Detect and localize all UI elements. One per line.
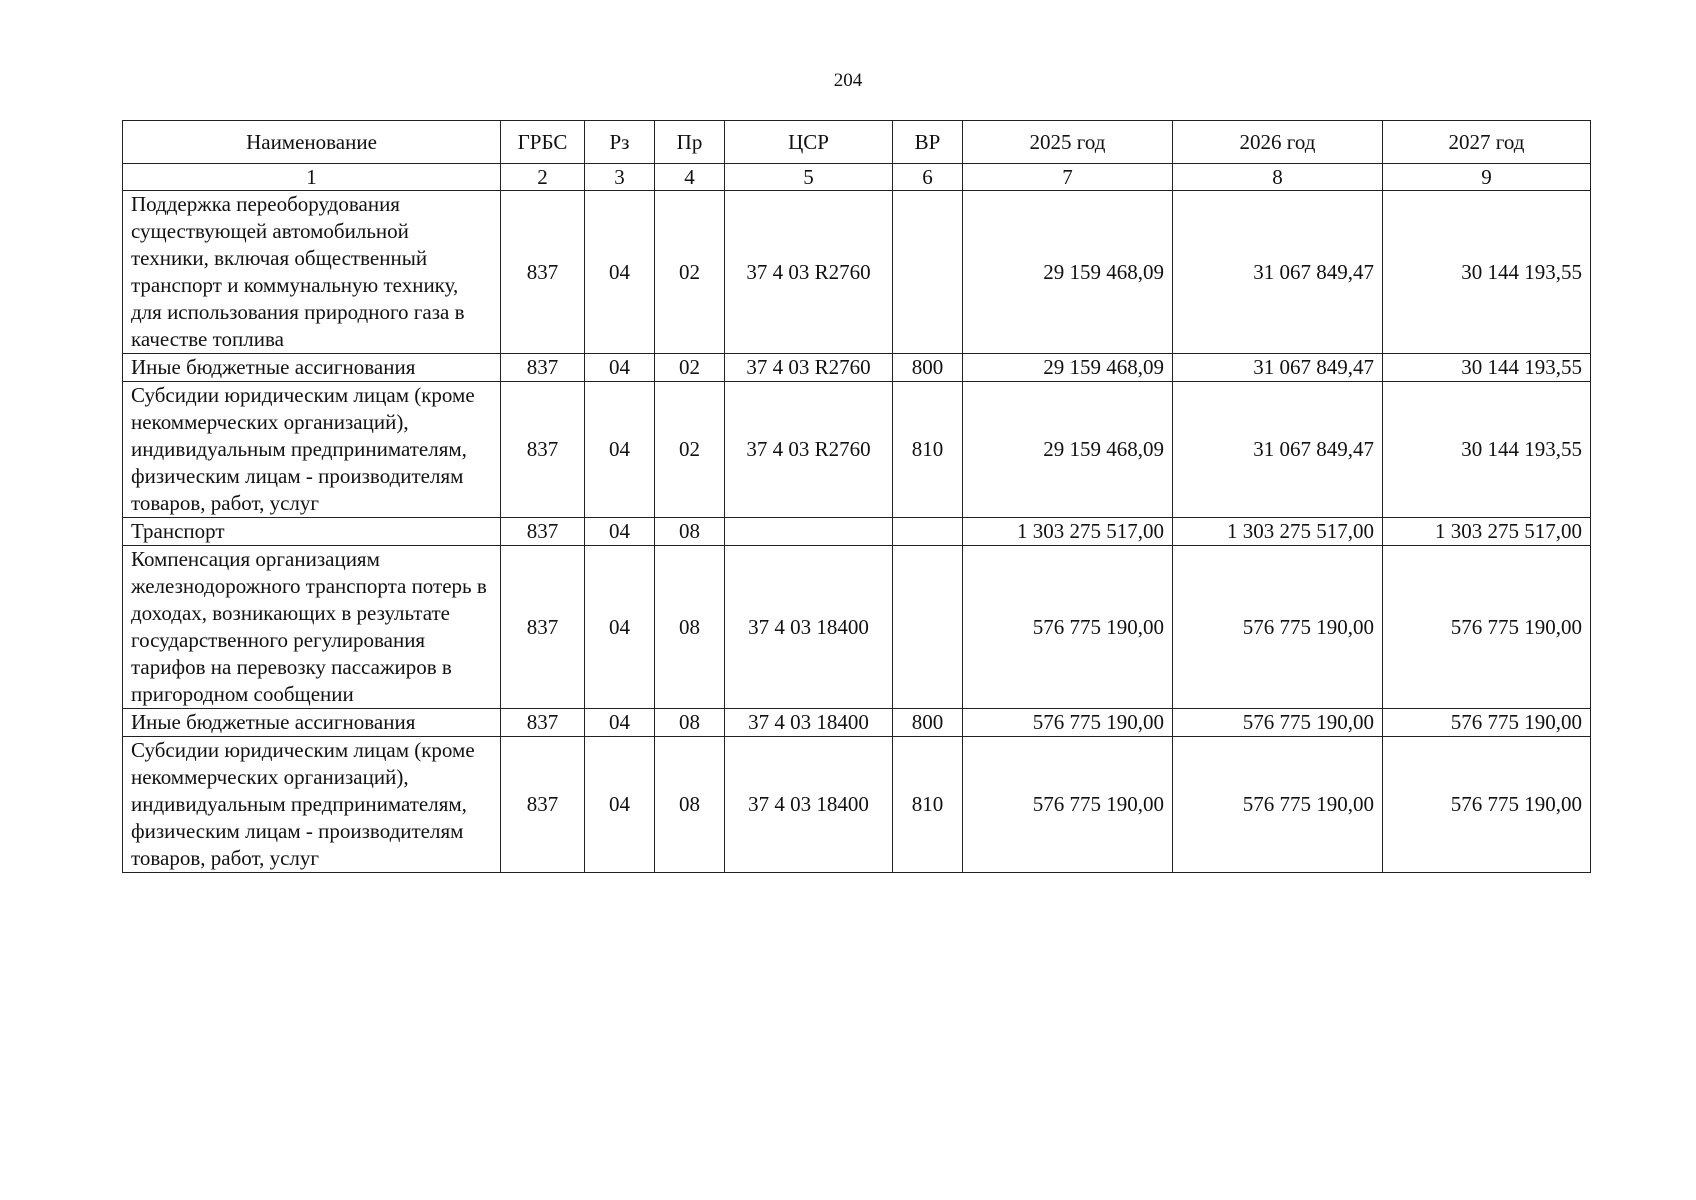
header-2027: 2027 год xyxy=(1383,121,1591,164)
row-vr xyxy=(893,518,963,546)
column-number: 7 xyxy=(963,164,1173,191)
row-name: Иные бюджетные ассигнования xyxy=(123,354,501,382)
row-grbs: 837 xyxy=(501,546,585,709)
header-2026: 2026 год xyxy=(1173,121,1383,164)
row-2027: 1 303 275 517,00 xyxy=(1383,518,1591,546)
row-2025: 576 775 190,00 xyxy=(963,737,1173,873)
row-csr: 37 4 03 18400 xyxy=(725,737,893,873)
column-number: 2 xyxy=(501,164,585,191)
row-pr: 02 xyxy=(655,191,725,354)
row-grbs: 837 xyxy=(501,737,585,873)
row-2027: 576 775 190,00 xyxy=(1383,737,1591,873)
header-vr: ВР xyxy=(893,121,963,164)
row-2026: 31 067 849,47 xyxy=(1173,382,1383,518)
header-grbs: ГРБС xyxy=(501,121,585,164)
row-2026: 31 067 849,47 xyxy=(1173,191,1383,354)
budget-table xyxy=(122,120,1591,873)
table-row xyxy=(123,191,1591,354)
row-csr: 37 4 03 R2760 xyxy=(725,354,893,382)
row-csr: 37 4 03 18400 xyxy=(725,546,893,709)
row-vr: 800 xyxy=(893,354,963,382)
header-2025: 2025 год xyxy=(963,121,1173,164)
header-pr: Пр xyxy=(655,121,725,164)
column-number: 6 xyxy=(893,164,963,191)
row-rz: 04 xyxy=(585,709,655,737)
row-vr: 810 xyxy=(893,737,963,873)
row-2026: 576 775 190,00 xyxy=(1173,546,1383,709)
row-pr: 02 xyxy=(655,354,725,382)
table-row xyxy=(123,546,1591,709)
row-csr: 37 4 03 18400 xyxy=(725,709,893,737)
row-grbs: 837 xyxy=(501,518,585,546)
row-2027: 576 775 190,00 xyxy=(1383,709,1591,737)
row-name: Транспорт xyxy=(123,518,501,546)
table-row xyxy=(123,518,1591,546)
row-2027: 576 775 190,00 xyxy=(1383,546,1591,709)
row-2025: 29 159 468,09 xyxy=(963,354,1173,382)
column-number-row xyxy=(123,164,1591,191)
table-row xyxy=(123,354,1591,382)
row-pr: 08 xyxy=(655,709,725,737)
column-number: 8 xyxy=(1173,164,1383,191)
row-2027: 30 144 193,55 xyxy=(1383,382,1591,518)
row-2026: 31 067 849,47 xyxy=(1173,354,1383,382)
row-grbs: 837 xyxy=(501,382,585,518)
row-rz: 04 xyxy=(585,382,655,518)
row-2026: 576 775 190,00 xyxy=(1173,709,1383,737)
column-number: 4 xyxy=(655,164,725,191)
table-row xyxy=(123,737,1591,873)
row-2026: 576 775 190,00 xyxy=(1173,737,1383,873)
row-2025: 576 775 190,00 xyxy=(963,546,1173,709)
row-name: Поддержка переоборудования существующей автомобильной техники, включая общественный транспорт и коммунальную технику, для использования природного газа в качестве топлива xyxy=(123,191,501,354)
column-number: 9 xyxy=(1383,164,1591,191)
row-csr: 37 4 03 R2760 xyxy=(725,191,893,354)
header-rz: Рз xyxy=(585,121,655,164)
row-csr: 37 4 03 R2760 xyxy=(725,382,893,518)
row-rz: 04 xyxy=(585,354,655,382)
row-vr xyxy=(893,191,963,354)
row-2027: 30 144 193,55 xyxy=(1383,191,1591,354)
column-number: 5 xyxy=(725,164,893,191)
page-number: 204 xyxy=(833,70,863,91)
row-pr: 08 xyxy=(655,518,725,546)
row-grbs: 837 xyxy=(501,354,585,382)
row-2027: 30 144 193,55 xyxy=(1383,354,1591,382)
row-2025: 29 159 468,09 xyxy=(963,382,1173,518)
row-vr: 800 xyxy=(893,709,963,737)
table-row xyxy=(123,709,1591,737)
table-row xyxy=(123,382,1591,518)
column-number: 1 xyxy=(123,164,501,191)
row-name: Субсидии юридическим лицам (кроме некоммерческих организаций), индивидуальным предпринимателям, физическим лицам - производителям товаров, работ, услуг xyxy=(123,382,501,518)
row-grbs: 837 xyxy=(501,191,585,354)
row-rz: 04 xyxy=(585,546,655,709)
row-csr xyxy=(725,518,893,546)
row-vr: 810 xyxy=(893,382,963,518)
row-rz: 04 xyxy=(585,737,655,873)
row-rz: 04 xyxy=(585,518,655,546)
row-name: Иные бюджетные ассигнования xyxy=(123,709,501,737)
header-csr: ЦСР xyxy=(725,121,893,164)
row-pr: 08 xyxy=(655,546,725,709)
row-2026: 1 303 275 517,00 xyxy=(1173,518,1383,546)
row-pr: 02 xyxy=(655,382,725,518)
row-2025: 1 303 275 517,00 xyxy=(963,518,1173,546)
header-row xyxy=(123,121,1591,164)
row-pr: 08 xyxy=(655,737,725,873)
row-name: Компенсация организациям железнодорожного транспорта потерь в доходах, возникающих в результате государственного регулирования тарифов на перевозку пассажиров в пригородном сообщении xyxy=(123,546,501,709)
row-rz: 04 xyxy=(585,191,655,354)
row-2025: 29 159 468,09 xyxy=(963,191,1173,354)
row-name: Субсидии юридическим лицам (кроме некоммерческих организаций), индивидуальным предпринимателям, физическим лицам - производителям товаров, работ, услуг xyxy=(123,737,501,873)
header-name: Наименование xyxy=(123,121,501,164)
row-vr xyxy=(893,546,963,709)
row-2025: 576 775 190,00 xyxy=(963,709,1173,737)
row-grbs: 837 xyxy=(501,709,585,737)
column-number: 3 xyxy=(585,164,655,191)
